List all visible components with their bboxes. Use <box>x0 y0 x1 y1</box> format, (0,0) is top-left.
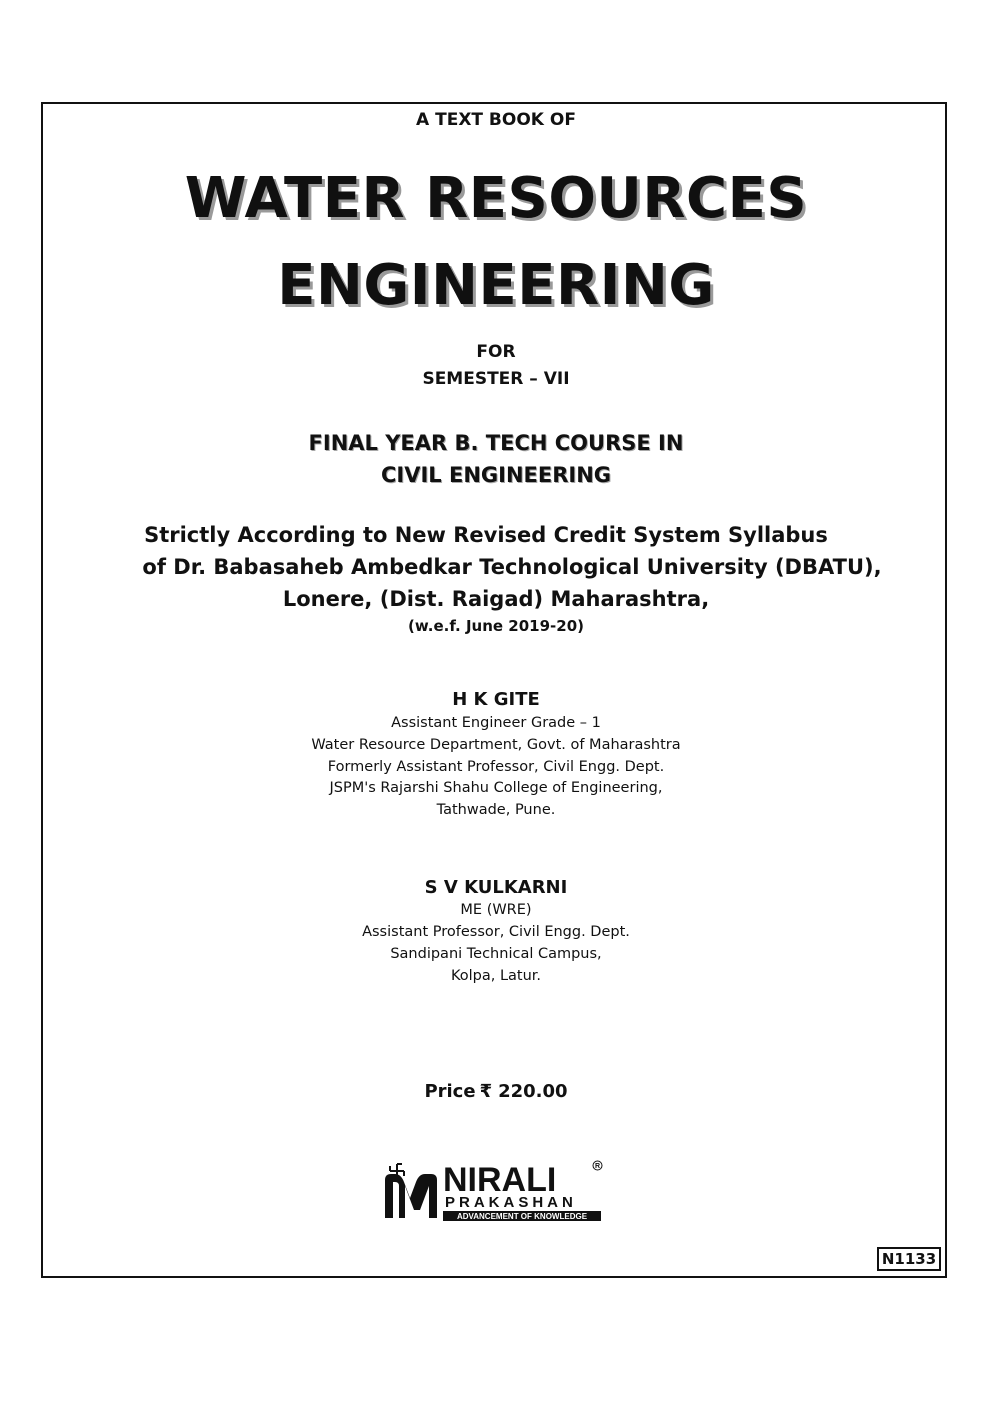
registered-mark-icon: R <box>595 1163 601 1170</box>
rupee-icon: ₹ <box>479 1081 493 1102</box>
book-mark-icon <box>385 1174 437 1218</box>
author-1-affiliation-line: Tathwade, Pune. <box>436 802 556 818</box>
book-title-line-1: WATER RESOURCES <box>184 166 808 231</box>
publisher-tagline: ADVANCEMENT OF KNOWLEDGE <box>456 1212 588 1221</box>
syllabus-line-2: of Dr. Babasaheb Ambedkar Technological University (DBATU), <box>142 555 882 579</box>
author-2-affiliation-line: Assistant Professor, Civil Engg. Dept. <box>362 924 630 940</box>
author-1-affiliation-line: Assistant Engineer Grade – 1 <box>391 715 601 731</box>
cover-kicker: A TEXT BOOK OF <box>416 110 576 130</box>
syllabus-line-1: Strictly According to New Revised Credit System Syllabus <box>144 523 828 547</box>
nirali-prakashan-logo-icon <box>383 1158 609 1224</box>
syllabus-effective-date: (w.e.f. June 2019-20) <box>408 617 584 635</box>
book-title-line-2: ENGINEERING <box>277 253 715 318</box>
author-1-affiliation-line: Formerly Assistant Professor, Civil Engg. Dept. <box>327 759 665 775</box>
price-label: Price <box>424 1081 476 1102</box>
syllabus-line-3: Lonere, (Dist. Raigad) Maharashtra, <box>282 587 710 611</box>
author-2-name: S V KULKARNI <box>424 877 568 898</box>
author-2-affiliation-line: ME (WRE) <box>460 902 532 918</box>
author-1-affiliation-line: Water Resource Department, Govt. of Maharashtra <box>311 737 681 753</box>
publisher-name: NIRALI <box>443 1161 557 1199</box>
price <box>0 1081 992 1102</box>
for-label: FOR <box>476 342 516 362</box>
book-code: N1133 <box>877 1247 941 1271</box>
price-amount: 220.00 <box>498 1081 568 1102</box>
author-2-affiliation-line: Sandipani Technical Campus, <box>390 946 602 962</box>
author-1-affiliation-line: JSPM's Rajarshi Shahu College of Engineering, <box>329 780 663 796</box>
author-1-name: H K GITE <box>452 689 540 710</box>
publisher-sub-name: PRAKASHAN <box>445 1194 577 1211</box>
course-line-1: FINAL YEAR B. TECH COURSE IN <box>308 431 684 455</box>
course-line-2: CIVIL ENGINEERING <box>380 463 611 487</box>
semester-label: SEMESTER – VII <box>422 369 570 389</box>
author-2-affiliation-line: Kolpa, Latur. <box>450 968 542 984</box>
